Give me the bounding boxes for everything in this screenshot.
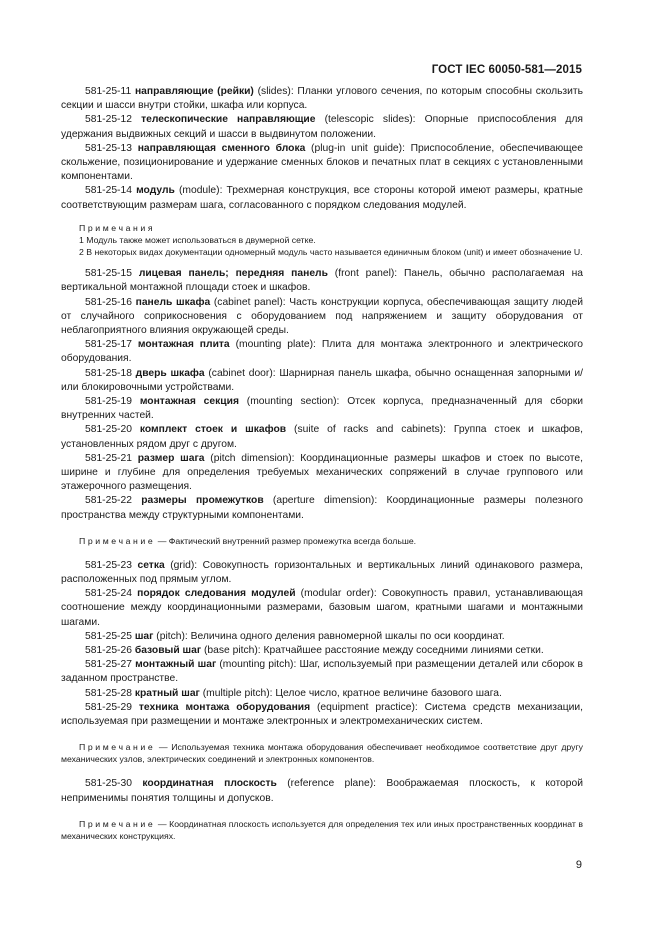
entry-number: 581-25-23: [85, 559, 132, 571]
entry-definition: (equipment practice): Система средств механизации, используемая при размещении и монтаже электронных и электромеханических систем.: [61, 701, 583, 728]
entry-term: модуль: [136, 185, 175, 197]
entry-number: 581-25-19: [85, 395, 132, 407]
entry-number: 581-25-25: [85, 630, 132, 642]
entry-definition: (aperture dimension): Координационные размеры полезного пространства между структурными компонентами.: [61, 495, 583, 521]
entry-term: лицевая панель; передняя панель: [138, 268, 328, 280]
entry-term: размеры промежутков: [141, 495, 264, 507]
entry-number: 581-25-16: [85, 296, 132, 308]
note-text: [61, 535, 583, 547]
entry-number: 581-25-30: [85, 778, 132, 790]
entry-definition: (pitch dimension): Координационные размеры шкафов и стоек по высоте, ширине и глубине для определения требуемых механических сопряжений в случае группового или этажерочного размещения.: [61, 452, 583, 493]
entry-term: порядок следования модулей: [137, 588, 296, 600]
entry-definition: (cabinet panel): Часть конструкции корпуса, обеспечивающая защиту людей от случайного соприкосновения с оборудованием под напряжением и защиту оборудования от неблагоприятного влияния окружающей среды.: [61, 296, 583, 336]
entry-number: 581-25-14: [85, 185, 132, 197]
entry-term: монтажная секция: [139, 395, 239, 407]
entry-number: 581-25-27: [85, 659, 132, 671]
entry-number: 581-25-28: [85, 687, 132, 699]
entry-number: 581-25-26: [85, 645, 132, 657]
entry-581-25-23: [61, 559, 583, 587]
note-body: — Координатная плоскость используется для определения тех или иных пространственных координат в механических конструкциях.: [61, 818, 583, 841]
note-item: 1 Модуль также может использоваться в двумерной сетке.: [79, 234, 316, 245]
note-label: Примечание: [79, 742, 156, 753]
entry-definition: (mounting pitch): Шаг, используемый при размещении деталей или сборок в заданном пространстве.: [61, 659, 583, 685]
entry-term: размер шага: [137, 452, 205, 464]
page-number: 9: [575, 859, 582, 871]
entry-581-25-22: [61, 494, 583, 522]
entry-581-25-19: [61, 395, 583, 423]
entry-term: кратный шаг: [134, 687, 200, 699]
entry-term: панель шкафа: [135, 296, 211, 308]
notes-block: [61, 222, 583, 258]
entry-number: 581-25-22: [85, 495, 132, 507]
entry-term: дверь шкафа: [135, 367, 205, 379]
entry-number: 581-25-20: [85, 424, 132, 436]
entry-number: 581-25-11: [85, 86, 132, 97]
entry-definition: (suite of racks and cabinets): Группа стоек и шкафов, установленных рядом друг с другом.: [61, 424, 583, 450]
note-block: [61, 818, 583, 842]
entry-definition: (multiple pitch): Целое число, кратное величине базового шага.: [199, 687, 502, 699]
entry-definition: (slides): Планки углового сечения, по которым способны скользить секции и шасси внутри стойки, шкафа или корпуса.: [61, 86, 583, 112]
entry-term: базовый шаг: [134, 645, 202, 657]
note-text: [61, 741, 583, 765]
entry-number: 581-25-29: [85, 701, 132, 713]
entry-definition: (plug-in unit guide): Приспособление, обеспечивающее скольжение, позиционирование и удержание сменных блоков и печатных плат в секциях с установленными компонентами.: [61, 142, 583, 183]
note-text: [61, 818, 583, 842]
entry-number: 581-25-18: [85, 367, 132, 379]
entry-term: координатная плоскость: [142, 778, 277, 790]
note-body: — Фактический внутренний размер промежутка всегда больше.: [155, 535, 417, 546]
entry-definition: (telescopic slides): Опорные приспособления для удержания выдвижных секций и шасси в выдвинутом положении.: [61, 114, 583, 140]
note-body: — Используемая техника монтажа оборудования обеспечивает необходимое соответствие друг другу механических узлов, электрических соединений и электронных компонентов.: [61, 742, 583, 765]
entry-581-25-11: [61, 85, 583, 113]
entry-term: техника монтажа оборудования: [138, 701, 311, 713]
entry-581-25-18: [61, 367, 583, 395]
entry-definition: (grid): Совокупность горизонтальных и вертикальных линий одинакового размера, расположенных под прямым углом.: [61, 559, 583, 586]
entry-term: направляющая сменного блока: [137, 142, 306, 154]
entry-definition: (base pitch): Кратчайшее расстояние между соседними линиями сетки.: [201, 645, 544, 657]
entry-term: монтажная плита: [137, 339, 230, 351]
entry-581-25-26: [61, 644, 583, 658]
entry-definition: (module): Трехмерная конструкция, все стороны которой имеют размеры, кратные соответствующим размерам шага, согласованного с порядком следования модулей.: [61, 185, 583, 211]
entry-581-25-29: [61, 701, 583, 729]
entry-term: сетка: [137, 559, 165, 571]
entry-581-25-15: [61, 267, 583, 295]
entry-definition: (modular order): Совокупность правил, устанавливающая соотношение между координационными размерами, базовым шагом, кратными шагами и монтажными шагами.: [61, 588, 583, 628]
note-block: [61, 741, 583, 765]
entry-581-25-24: [61, 587, 583, 630]
entry-581-25-16: [61, 296, 583, 339]
entry-number: 581-25-21: [85, 452, 132, 464]
note-block: [61, 535, 583, 547]
entry-definition: (front panel): Панель, обычно располагаемая на вертикальной монтажной площади стоек и шкафов.: [61, 268, 583, 294]
entry-term: шаг: [134, 630, 154, 642]
entry-term: монтажный шаг: [135, 659, 217, 671]
note-label: Примечание: [79, 818, 156, 829]
entry-term: комплект стоек и шкафов: [139, 424, 287, 436]
entry-term: направляющие (рейки): [134, 86, 254, 97]
note-label: Примечание: [79, 535, 156, 546]
notes-title: Примечания: [79, 222, 156, 233]
entry-581-25-12: [61, 113, 583, 141]
entry-581-25-27: [61, 658, 583, 686]
entry-definition: (cabinet door): Шарнирная панель шкафа, обычно оснащенная запорными и/или блокировочными устройствами.: [61, 367, 584, 393]
entry-term: телескопические направляющие: [141, 114, 316, 126]
entry-581-25-28: [61, 687, 583, 701]
entry-definition: (mounting plate): Плита для монтажа электронного и электрического оборудования.: [61, 339, 583, 365]
entry-581-25-20: [61, 423, 583, 451]
page-content: [61, 85, 583, 842]
standard-header: ГОСТ IEC 60050-581—2015: [431, 64, 582, 76]
entry-definition: (mounting section): Отсек корпуса, предназначенный для сборки внутренних частей.: [61, 395, 583, 422]
entry-number: 581-25-17: [85, 339, 132, 351]
entry-definition: (reference plane): Воображаемая плоскость, к которой неприменимы понятия толщины и допусков.: [61, 778, 583, 804]
note-item: 2 В некоторых видах документации одномерный модуль часто называется единичным блоком (unit) и имеет обозначение U.: [79, 247, 583, 258]
entry-581-25-30: [61, 777, 583, 805]
entry-definition: (pitch): Величина одного деления равномерной шкалы по оси координат.: [153, 630, 505, 642]
entry-581-25-17: [61, 338, 583, 366]
entry-number: 581-25-24: [85, 588, 132, 600]
entry-number: 581-25-13: [85, 142, 132, 154]
entry-number: 581-25-12: [85, 114, 132, 126]
entry-number: 581-25-15: [85, 268, 132, 280]
entry-581-25-21: [61, 452, 583, 495]
entry-581-25-14: [61, 184, 583, 212]
entry-581-25-25: [61, 630, 583, 644]
entry-581-25-13: [61, 142, 583, 185]
